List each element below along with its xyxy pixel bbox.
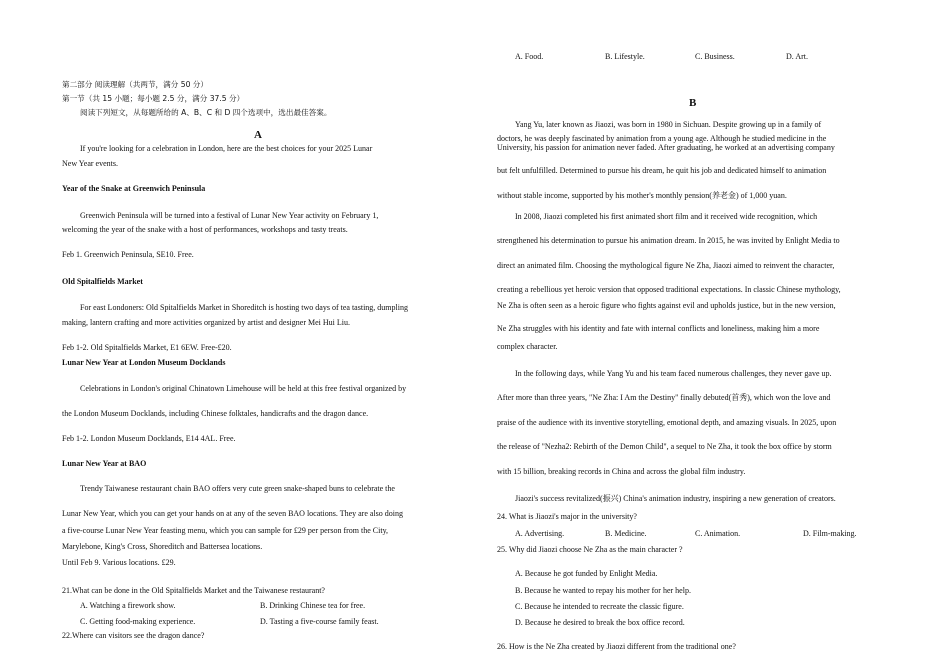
paragraph-line: without stable income, supported by his mother's monthly pension(养老金) of 1,000 yuan. [497,191,787,200]
paragraph-line: complex character. [497,342,558,351]
q24-option-c[interactable]: C. Animation. [695,529,741,538]
paragraph-line: In the following days, while Yang Yu and his team faced numerous challenges, they never gave up. [515,369,832,378]
paragraph-line: After more than three years, "Ne Zha: I Am the Destiny" finally debuted(首秀), which won the love and [497,393,831,402]
question-24-stem: 24. What is Jiaozi's major in the university? [497,512,637,521]
question-21-stem: 21.What can be done in the Old Spitalfields Market and the Taiwanese restaurant? [62,586,325,595]
q24-option-b[interactable]: B. Medicine. [605,529,647,538]
q24-option-d[interactable]: D. Film-making. [803,529,857,538]
section1-header: 第一节（共 15 小题；每小题 2.5 分，满分 37.5 分） [62,94,245,103]
event-info: Feb 1-2. London Museum Docklands, E14 4AL. Free. [62,434,236,443]
passage-b-paragraph-1 [497,120,888,201]
event-info: Feb 1. Greenwich Peninsula, SE10. Free. [62,250,194,259]
paragraph-line: with 15 billion, breaking records in China and across the global film industry. [497,467,746,476]
instructions: 阅读下列短文，从每题所给的 A、B、C 和 D 四个选项中，选出最佳答案。 [80,108,332,117]
q22-option-b[interactable]: B. Lifestyle. [605,52,645,61]
event-heading: Lunar New Year at BAO [62,459,147,468]
event-heading: Lunar New Year at London Museum Docklands [62,358,226,367]
event-heading: Year of the Snake at Greenwich Peninsula [62,184,206,193]
paragraph-line: creating a rebellious yet heroic version that opposed traditional expectations. In classic Chinese mythology, [497,285,841,294]
question-25-stem: 25. Why did Jiaozi choose Ne Zha as the main character ? [497,545,683,554]
paragraph-line: praise of the audience with its inventive storytelling, emotional depth, and amazing visuals. In 2025, upon [497,418,837,427]
event-body [62,211,453,235]
event-info: Until Feb 9. Various locations. £29. [62,558,176,567]
q25-option-c[interactable]: C. Because he intended to recreate the classic figure. [515,602,684,611]
q25-option-b[interactable]: B. Because he wanted to repay his mother for her help. [515,586,691,595]
paragraph-line: strengthened his determination to pursue his animation dream. In 2015, he was invited by Enlight Media to [497,236,840,245]
question-22-stem: 22.Where can visitors see the dragon dance? [62,631,205,640]
event-body [62,484,453,552]
paragraph-line: University, his passion for animation never faded. After graduating, he worked at an advertising company [497,143,835,152]
paragraph-line: but felt unfulfilled. Determined to pursue his dream, he quit his job and dedicated himself to animation [497,166,827,175]
intro-line: New Year events. [62,159,118,168]
q22-option-d[interactable]: D. Art. [786,52,808,61]
q25-option-a[interactable]: A. Because he got funded by Enlight Media. [515,569,658,578]
paragraph-line: Ne Zha struggles with his identity and fate with internal conflicts and loneliness, making him a more [497,324,820,333]
intro-line: If you're looking for a celebration in London, here are the best choices for your 2025 Lunar [80,144,373,153]
paragraph-line: Yang Yu, later known as Jiaozi, was born in 1980 in Sichuan. Despite growing up in a family of [515,120,822,129]
event-body-line: welcoming the year of the snake with a host of performances, workshops and tasty treats. [62,225,348,234]
q21-option-a[interactable]: A. Watching a firework show. [80,601,176,610]
passage-a-intro [62,144,453,169]
event-body-line: a five-course Lunar New Year feasting menu, which you can sample for £29 per person from the City, [62,526,389,535]
event-info: Feb 1-2. Old Spitalfields Market, E1 6EW. Free-£20. [62,343,232,352]
event-body-line: Marylebone, King's Cross, Shoreditch and Battersea locations. [62,542,263,551]
q22-option-a[interactable]: A. Food. [515,52,544,61]
passage-b-paragraph-2 [497,212,888,352]
passage-b-title: B [689,97,697,109]
passage-b-paragraph-3 [497,369,888,477]
event-body-line: the London Museum Docklands, including Chinese folktales, handicrafts and the dragon dance. [62,409,369,418]
paragraph-line: Ne Zha is often seen as a heroic figure who fights against evil and upholds justice, but in the new version, [497,301,836,310]
paragraph-line: doctors, he was deeply fascinated by animation from a young age. Although he studied medicine in the [497,134,827,143]
event-body [62,303,453,328]
question-26-stem: 26. How is the Ne Zha created by Jiaozi different from the traditional one? [497,642,736,651]
event-body-line: Lunar New Year, which you can get your hands on at any of the seven BAO locations. They are also doing [62,509,404,518]
event-heading: Old Spitalfields Market [62,277,143,286]
event-body [62,384,453,419]
q21-option-b[interactable]: B. Drinking Chinese tea for free. [260,601,366,610]
event-body-line: Trendy Taiwanese restaurant chain BAO offers very cute green snake-shaped buns to celebrate the [80,484,395,493]
event-body-line: Celebrations in London's original Chinatown Limehouse will be held at this free festival organized by [80,384,407,393]
passage-a-title: A [254,129,262,141]
event-body-line: For east Londoners: Old Spitalfields Market in Shoreditch is hosting two days of tea tasting, dumpling [80,303,408,312]
q24-option-a[interactable]: A. Advertising. [515,529,565,538]
paragraph-line: the release of "Nezha2: Rebirth of the Demon Child", a sequel to Ne Zha, it took the box office by storm [497,442,832,451]
paragraph-line: In 2008, Jiaozi completed his first animated short film and it received wide recognition, which [515,212,818,221]
q21-option-d[interactable]: D. Tasting a five-course family feast. [260,617,379,626]
part2-header: 第二部分 阅读理解（共两节，满分 50 分） [62,80,208,89]
q25-option-d[interactable]: D. Because he desired to break the box office record. [515,618,685,627]
event-body-line: Greenwich Peninsula will be turned into a festival of Lunar New Year activity on February 1, [80,211,379,220]
paragraph-line: direct an animated film. Choosing the mythological figure Ne Zha, Jiaozi aimed to reinvent the character, [497,261,835,270]
passage-b-paragraph-4: Jiaozi's success revitalized(振兴) China's animation industry, inspiring a new generation of creators. [515,494,836,503]
event-body-line: making, lantern crafting and more activities organized by artist and designer Mei Hui Liu. [62,318,350,327]
q21-option-c[interactable]: C. Getting food-making experience. [80,617,196,626]
q22-option-c[interactable]: C. Business. [695,52,735,61]
